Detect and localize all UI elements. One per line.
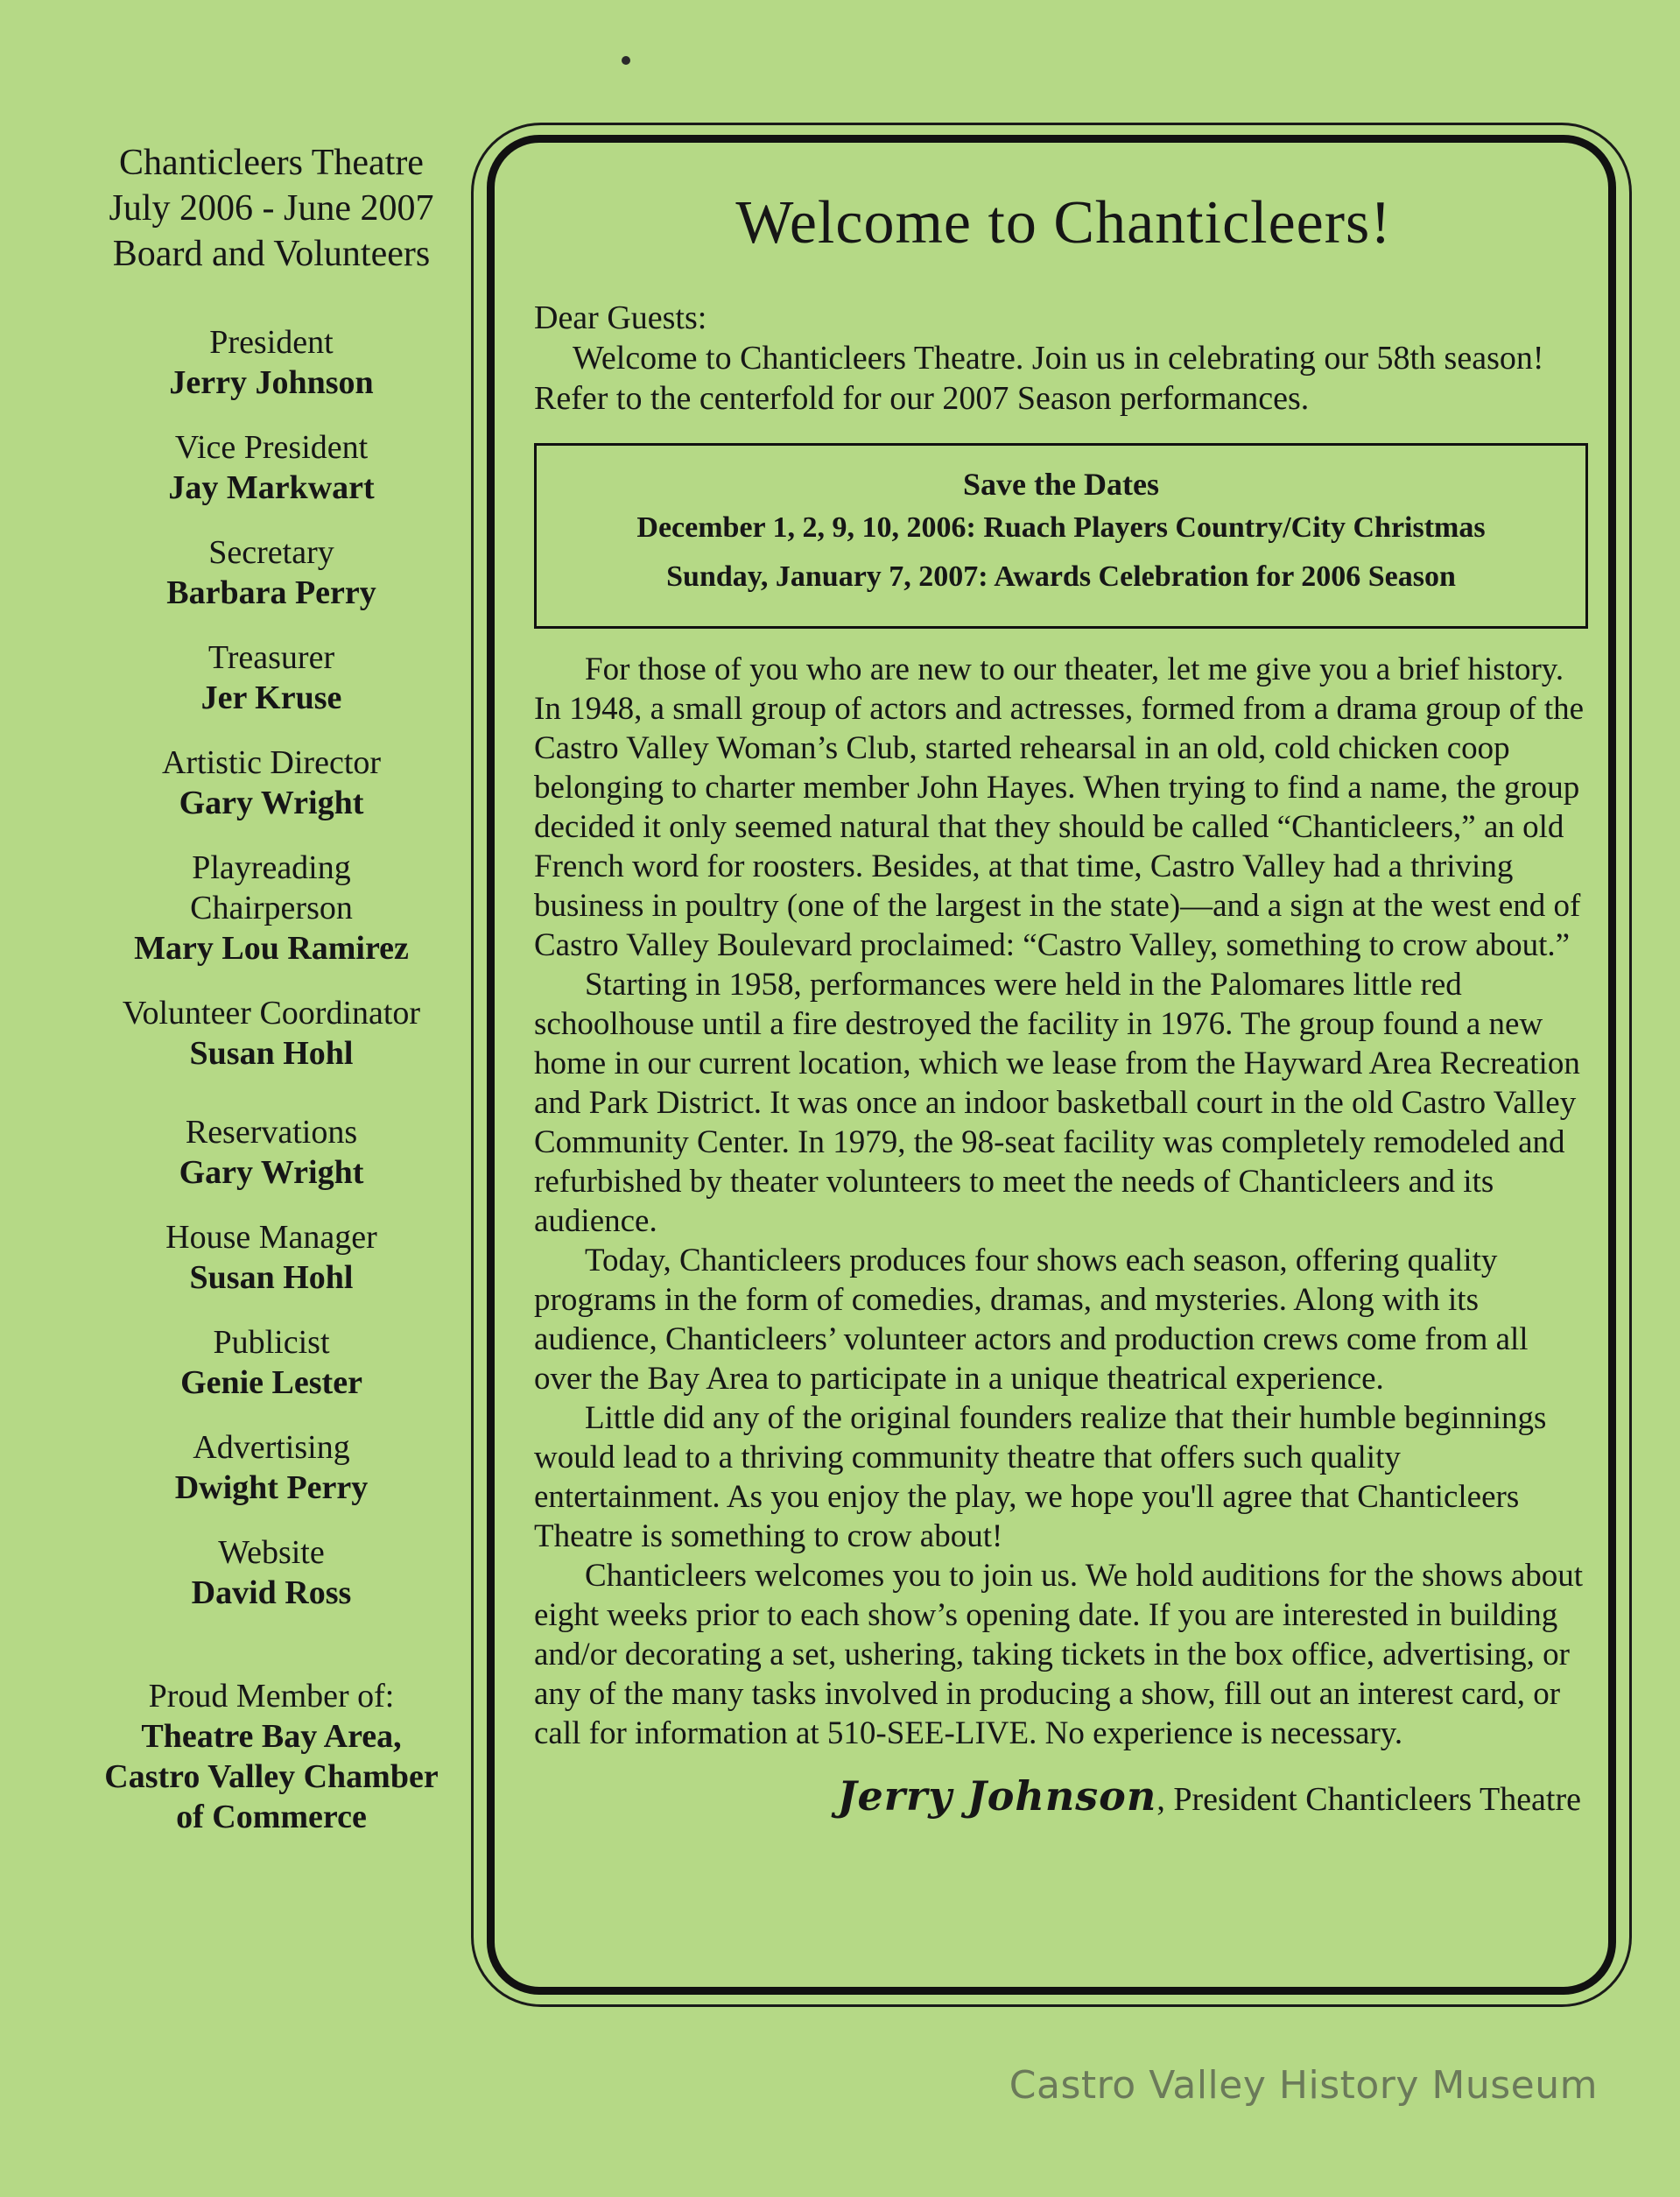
role-item [61,1112,482,1193]
event-date-line: Sunday, January 7, 2007: Awards Celebration for 2006 Season [666,560,1456,593]
role-title: Advertising [193,1429,350,1466]
role-name: Barbara Perry [166,574,376,611]
membership-org: Castro Valley Chamber [104,1758,439,1795]
role-item [61,743,482,823]
role-item [61,1217,482,1298]
letter-paragraph: Starting in 1958, performances were held in the Palomares little red schoolhouse until a fire destroyed the facility in 1976. The group found a new home in our current location, which we lease from the Hayward Area Recreation and Park District. It was once an indoor basketball court in the old Castro Valley Community Center. In 1979, the 98-seat facility was completely remodeled and refurbished by theater volunteers to meet the needs of Chanticleers and its audience. [534,967,1580,1239]
letter-intro: Welcome to Chanticleers Theatre. Join us in celebrating our 58th season! Refer to the centerfold for our 2007 Season performances. [534,340,1544,417]
signature-title: , President Chanticleers Theatre [1156,1781,1581,1818]
letter-paragraph: Chanticleers welcomes you to join us. We hold auditions for the shows about eight weeks prior to each show’s opening date. If you are interested in building and/or decorating a set, ushering, taking tickets in the box office, advertising, or any of the many tasks involved in producing a show, fill out an interest card, or call for information at 510-SEE-LIVE. No experience is necessary. [534,1558,1584,1751]
role-name: Genie Lester [180,1364,362,1401]
letter-paragraph: Little did any of the original founders realize that their humble beginnings would lead to a thriving community theatre that offers such quality entertainment. As you enjoy the play, we hope you'll agree that Chanticleers Theatre is something to crow about! [534,1400,1547,1554]
role-title: Artistic Director [161,744,382,781]
role-title: Vice President [174,429,369,466]
role-item [61,993,482,1074]
role-item [61,427,482,508]
role-name: Gary Wright [179,785,364,821]
role-item [61,848,482,968]
membership-block [61,1676,482,1837]
role-title: Treasurer [207,639,335,676]
role-title: Reservations [185,1114,358,1151]
role-name: Susan Hohl [189,1259,354,1296]
role-title: President [209,324,334,361]
role-item [61,637,482,718]
letter-body [534,650,1593,1753]
museum-watermark: Castro Valley History Museum [1009,2063,1598,2108]
role-name: David Ross [191,1574,352,1611]
save-the-dates-heading: Save the Dates [963,467,1159,502]
sidebar-header-line: July 2006 - June 2007 [109,188,434,229]
role-name: Susan Hohl [189,1035,354,1072]
handwritten-signature: Jerry Johnson [837,1772,1157,1820]
save-the-dates-box [534,443,1588,629]
role-item [61,532,482,613]
role-name: Mary Lou Ramirez [134,930,409,967]
board-sidebar [61,140,482,1837]
role-item [61,322,482,403]
event-date-line: December 1, 2, 9, 10, 2006: Ruach Players Country/City Christmas [636,511,1486,544]
role-name: Jay Markwart [168,469,375,506]
role-title: Website [218,1534,325,1571]
letter-paragraph: Today, Chanticleers produces four shows each season, offering quality programs in the form of comedies, dramas, and mysteries. Along with its audience, Chanticleers’ volunteer actors and production crews come from all over the Bay Area to participate in a unique theatrical experience. [534,1243,1529,1397]
role-title: Secretary [208,534,334,571]
role-item [61,1427,482,1508]
signature-line [534,1774,1593,1821]
role-title: Publicist [213,1324,330,1361]
role-name: Jer Kruse [200,680,342,716]
membership-label: Proud Member of: [148,1678,395,1715]
sidebar-header-line: Chanticleers Theatre [119,143,424,183]
decorative-dot [622,56,630,65]
role-name: Gary Wright [179,1154,364,1191]
welcome-letter [534,175,1593,1821]
membership-org: of Commerce [176,1799,367,1835]
sidebar-header-line: Board and Volunteers [112,234,431,274]
role-title: Playreading Chairperson [190,849,353,926]
letter-greeting: Dear Guests: [534,299,707,336]
role-item [61,1532,482,1613]
role-name: Jerry Johnson [169,364,374,401]
letter-title: Welcome to Chanticleers! [735,189,1392,257]
membership-org: Theatre Bay Area, [141,1718,402,1755]
role-title: House Manager [165,1219,377,1256]
role-list [61,322,482,1613]
letter-paragraph: For those of you who are new to our theater, let me give you a brief history. In 1948, a small group of actors and actresses, formed from a drama group of the Castro Valley Woman’s Club, started rehearsal in an old, cold chicken coop belonging to charter member John Hayes. When trying to find a name, the group decided it only seemed natural that they should be called “Chanticleers,” an old French word for roosters. Besides, at that time, Castro Valley had a thriving business in poultry (one of the largest in the state)—and a sign at the west end of Castro Valley Boulevard proclaimed: “Castro Valley, something to crow about.” [534,651,1585,963]
role-title: Volunteer Coordinator [122,995,421,1032]
role-name: Dwight Perry [174,1469,369,1506]
role-item [61,1322,482,1403]
